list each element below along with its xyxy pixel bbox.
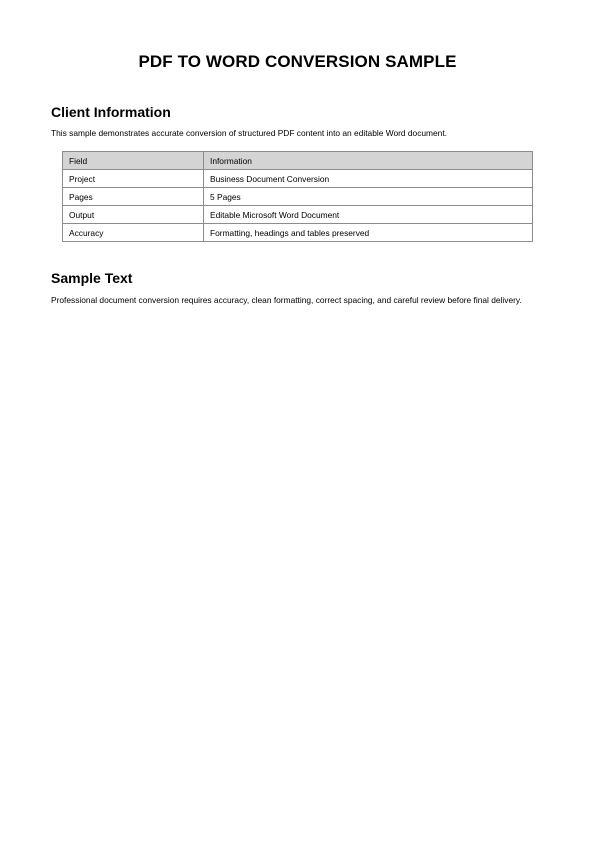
document-title: PDF TO WORD CONVERSION SAMPLE: [138, 52, 457, 71]
table-header-row: [63, 152, 533, 170]
table-cell-field: Project: [63, 170, 204, 188]
table-row: [63, 206, 533, 224]
table-cell-information: Business Document Conversion: [204, 170, 533, 188]
sample-text-heading: Sample Text: [51, 270, 133, 286]
table-cell-field: Pages: [63, 188, 204, 206]
client-intro-paragraph: This sample demonstrates accurate conversion of structured PDF content into an editable Word document.: [51, 128, 447, 138]
table-header-field: Field: [63, 152, 204, 170]
table-cell-information: 5 Pages: [204, 188, 533, 206]
sample-text-paragraph: Professional document conversion requires accuracy, clean formatting, correct spacing, and careful review before final delivery.: [51, 295, 522, 305]
table-cell-field: Output: [63, 206, 204, 224]
table-row: [63, 188, 533, 206]
client-information-heading: Client Information: [51, 104, 171, 120]
table-header-information: Information: [204, 152, 533, 170]
table-cell-information: Formatting, headings and tables preserved: [204, 224, 533, 242]
client-info-table: [62, 151, 533, 242]
table-cell-field: Accuracy: [63, 224, 204, 242]
table-row: [63, 170, 533, 188]
table-row: [63, 224, 533, 242]
table-cell-information: Editable Microsoft Word Document: [204, 206, 533, 224]
